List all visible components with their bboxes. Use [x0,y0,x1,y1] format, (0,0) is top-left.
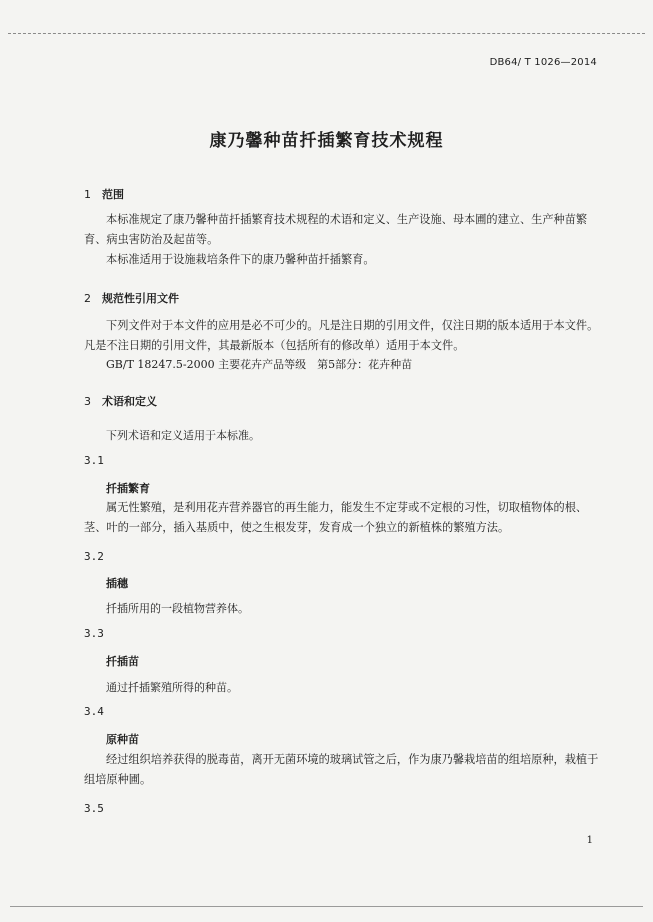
standard-number: DB64/ T 1026—2014 [489,57,597,68]
clause-3-4-term: 原种苗 [106,733,139,746]
section-2-heading [84,290,179,306]
section-3-intro: 下列术语和定义适用于本标准。 [106,429,260,442]
section-3-number: 3 [84,395,91,408]
normative-reference: GB/T 18247.5-2000 主要花卉产品等级 第5部分：花卉种苗 [106,358,413,371]
section-3-title: 术语和定义 [102,395,157,408]
clause-3-3-definition: 通过扦插繁殖所得的种苗。 [106,681,238,694]
clause-3-2-term: 插穗 [106,577,128,590]
clause-3-1-term: 扦插繁育 [106,482,150,495]
section-1-title: 范围 [102,188,124,201]
section-1-paragraph-1: 本标准规定了康乃馨种苗扦插繁育技术规程的术语和定义、生产设施、母本圃的建立、生产种苗繁育、病虫害防治及起苗等。 [84,213,588,246]
clause-3-2-number: 3.2 [84,550,104,563]
clause-3-4-number: 3.4 [84,705,104,718]
clause-3-4-definition: 经过组织培养获得的脱毒苗，离开无菌环境的玻璃试管之后，作为康乃馨栽培苗的组培原种，栽植于组培原种圃。 [84,753,599,786]
clause-3-3-number: 3.3 [84,627,104,640]
section-1-number: 1 [84,188,91,201]
clause-3-1-number: 3.1 [84,454,104,467]
clause-3-3-term: 扦插苗 [106,655,139,668]
clause-3-2-definition: 扦插所用的一段植物营养体。 [106,602,249,615]
section-1-heading [84,186,124,202]
clause-3-5-number: 3.5 [84,802,104,815]
clause-3-1-definition: 属无性繁殖，是利用花卉营养器官的再生能力，能发生不定芽或不定根的习性，切取植物体的根、茎、叶的一部分，插入基质中，使之生根发芽，发育成一个独立的新植株的繁殖方法。 [84,501,588,534]
section-2-title: 规范性引用文件 [102,292,179,305]
page-number: 1 [586,835,593,846]
document-title: 康乃馨种苗扦插繁育技术规程 [209,131,444,151]
section-3-heading [84,393,157,409]
footer-rule [10,906,643,907]
section-2-paragraph-1: 下列文件对于本文件的应用是必不可少的。凡是注日期的引用文件，仅注日期的版本适用于本文件。凡是不注日期的引用文件，其最新版本（包括所有的修改单）适用于本文件。 [84,319,599,352]
section-1-paragraph-2: 本标准适用于设施栽培条件下的康乃馨种苗扦插繁育。 [106,253,375,266]
header-rule [8,33,645,34]
section-2-number: 2 [84,292,91,305]
